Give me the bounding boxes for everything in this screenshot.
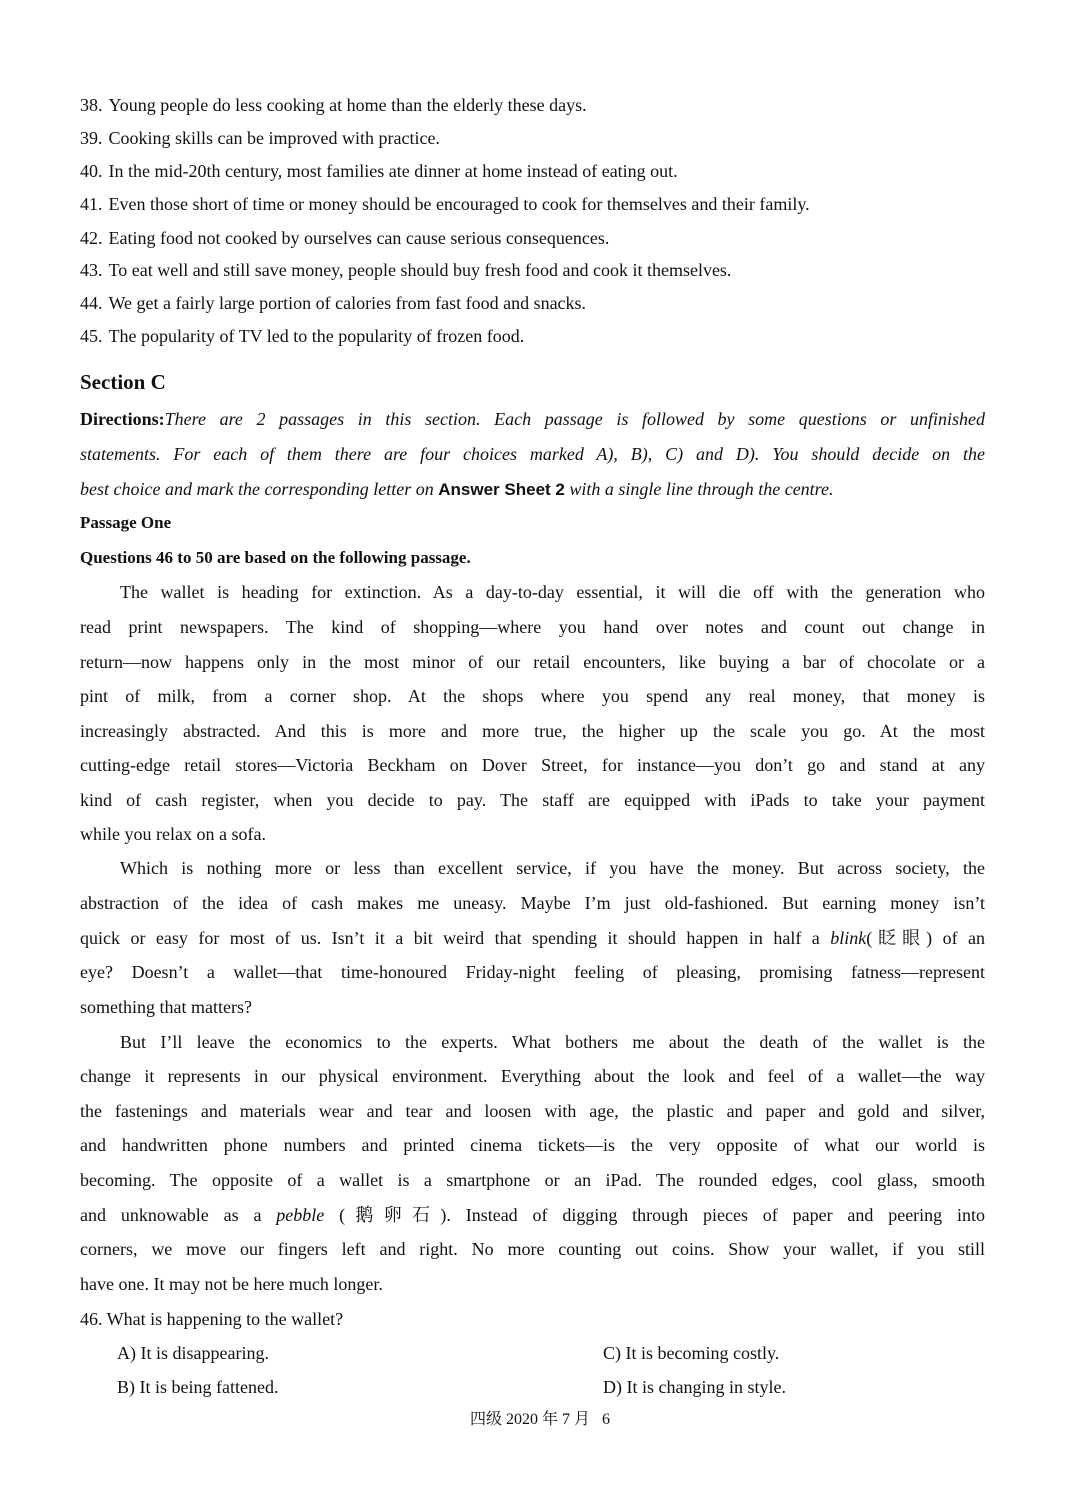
passage-line-blink	[80, 927, 985, 949]
option-a[interactable]: A) It is disappearing.	[117, 1343, 269, 1363]
statement-44	[80, 292, 586, 314]
passage-line: cutting-edge retail stores—Victoria Beckham on Dover Street, for instance—you don’t go and stand at any	[80, 755, 985, 775]
section-title: Section C	[80, 370, 166, 394]
answer-sheet-label: Answer Sheet 2	[438, 480, 565, 499]
page-footer	[0, 1410, 1080, 1430]
directions-text-1: There are 2 passages in this section. Each passage is followed by some questions or unfinished	[164, 409, 985, 429]
statement-text: To eat well and still save money, people should buy fresh food and cook it themselves.	[108, 260, 732, 280]
passage-line: change it represents in our physical environment. Everything about the look and feel of a wallet—the way	[80, 1066, 985, 1086]
statement-number: 40.	[80, 161, 103, 181]
statement-text: Cooking skills can be improved with practice.	[108, 128, 440, 148]
passage-line: read print newspapers. The kind of shopping—where you hand over notes and count out change in	[80, 617, 985, 637]
option-c[interactable]: C) It is becoming costly.	[603, 1343, 780, 1363]
passage-line: abstraction of the idea of cash makes me uneasy. Maybe I’m just old-fashioned. But earning money isn’t	[80, 893, 985, 913]
statement-number: 43.	[80, 260, 103, 280]
blink-tail: of an	[942, 928, 986, 948]
statement-text: The popularity of TV led to the popularity of frozen food.	[108, 326, 525, 346]
passage-line: corners, we move our fingers left and right. No more counting out coins. Show your wallet, if you still	[80, 1239, 985, 1259]
statement-number: 45.	[80, 326, 103, 346]
directions-line-2	[80, 443, 985, 465]
passage-line: the fastenings and materials wear and tear and loosen with age, the plastic and paper and gold and silver,	[80, 1101, 985, 1121]
directions-label: Directions:	[80, 409, 165, 429]
directions-text-3b: with a single line through the centre.	[569, 479, 834, 499]
passage-line-pebble	[80, 1204, 985, 1226]
statement-text: In the mid-20th century, most families ate dinner at home instead of eating out.	[108, 161, 678, 181]
directions-text-2: statements. For each of them there are four choices marked A), B), C) and D). You should decide on the	[80, 444, 985, 464]
passage-line-text: and unknowable as a	[80, 1205, 262, 1225]
statement-number: 39.	[80, 128, 103, 148]
statement-text: Eating food not cooked by ourselves can cause serious consequences.	[108, 228, 610, 248]
blink-word: blink	[830, 928, 867, 948]
passage-line: eye? Doesn’t a wallet—that time-honoured Friday-night feeling of pleasing, promising fatness—represent	[80, 962, 985, 982]
statement-number: 44.	[80, 293, 103, 313]
pebble-gloss: (鹅卵石).	[339, 1205, 451, 1225]
passage-line: and handwritten phone numbers and printed cinema tickets—is the very opposite of what our world is	[80, 1135, 985, 1155]
exam-name: 四级 2020 年 7 月	[469, 1411, 590, 1428]
passage-line: return—now happens only in the most minor of our retail encounters, like buying a bar of chocolate or a	[80, 652, 985, 672]
directions-line-3	[80, 478, 985, 501]
pebble-tail: Instead of digging through pieces of paper and peering into	[465, 1205, 986, 1225]
question-46: 46. What is happening to the wallet?	[80, 1309, 344, 1329]
passage-line: Which is nothing more or less than excellent service, if you have the money. But across society, the	[120, 858, 985, 878]
passage-line: increasingly abstracted. And this is more and more true, the higher up the scale you go. At the most	[80, 721, 985, 741]
pebble-word: pebble	[276, 1205, 325, 1225]
passage-line: pint of milk, from a corner shop. At the shops where you spend any real money, that money is	[80, 686, 985, 706]
passage-line: something that matters?	[80, 997, 252, 1017]
passage-line: becoming. The opposite of a wallet is a smartphone or an iPad. The rounded edges, cool glass, smooth	[80, 1170, 985, 1190]
directions-line-1	[80, 408, 985, 430]
statement-text: We get a fairly large portion of calories from fast food and snacks.	[108, 293, 587, 313]
directions-text-3a: best choice and mark the corresponding letter on	[80, 479, 434, 499]
statement-number: 38.	[80, 95, 103, 115]
statement-text: Young people do less cooking at home than the elderly these days.	[108, 95, 587, 115]
page-number: 6	[602, 1411, 610, 1428]
blink-gloss: (眨眼)	[866, 928, 933, 948]
statement-text: Even those short of time or money should be encouraged to cook for themselves and their family.	[108, 194, 810, 214]
questions-range: Questions 46 to 50 are based on the following passage.	[80, 548, 471, 567]
passage-line-text: quick or easy for most of us. Isn’t it a bit weird that spending it should happen in half a	[80, 928, 820, 948]
statement-number: 42.	[80, 228, 103, 248]
option-b[interactable]: B) It is being fattened.	[117, 1377, 279, 1397]
statement-45	[80, 325, 524, 347]
statement-number: 41.	[80, 194, 103, 214]
passage-line: kind of cash register, when you decide to pay. The staff are equipped with iPads to take your payment	[80, 790, 985, 810]
statement-39	[80, 127, 440, 149]
statement-40	[80, 160, 678, 182]
statement-41	[80, 193, 810, 215]
statement-43	[80, 259, 731, 281]
statement-42	[80, 227, 609, 249]
statement-38	[80, 94, 587, 116]
passage-line: The wallet is heading for extinction. As a day-to-day essential, it will die off with the generation who	[120, 582, 985, 602]
option-d[interactable]: D) It is changing in style.	[603, 1377, 786, 1397]
passage-label: Passage One	[80, 513, 172, 532]
passage-line: have one. It may not be here much longer.	[80, 1274, 383, 1294]
passage-line: But I’ll leave the economics to the experts. What bothers me about the death of the wallet is the	[120, 1032, 985, 1052]
passage-line: while you relax on a sofa.	[80, 824, 266, 844]
